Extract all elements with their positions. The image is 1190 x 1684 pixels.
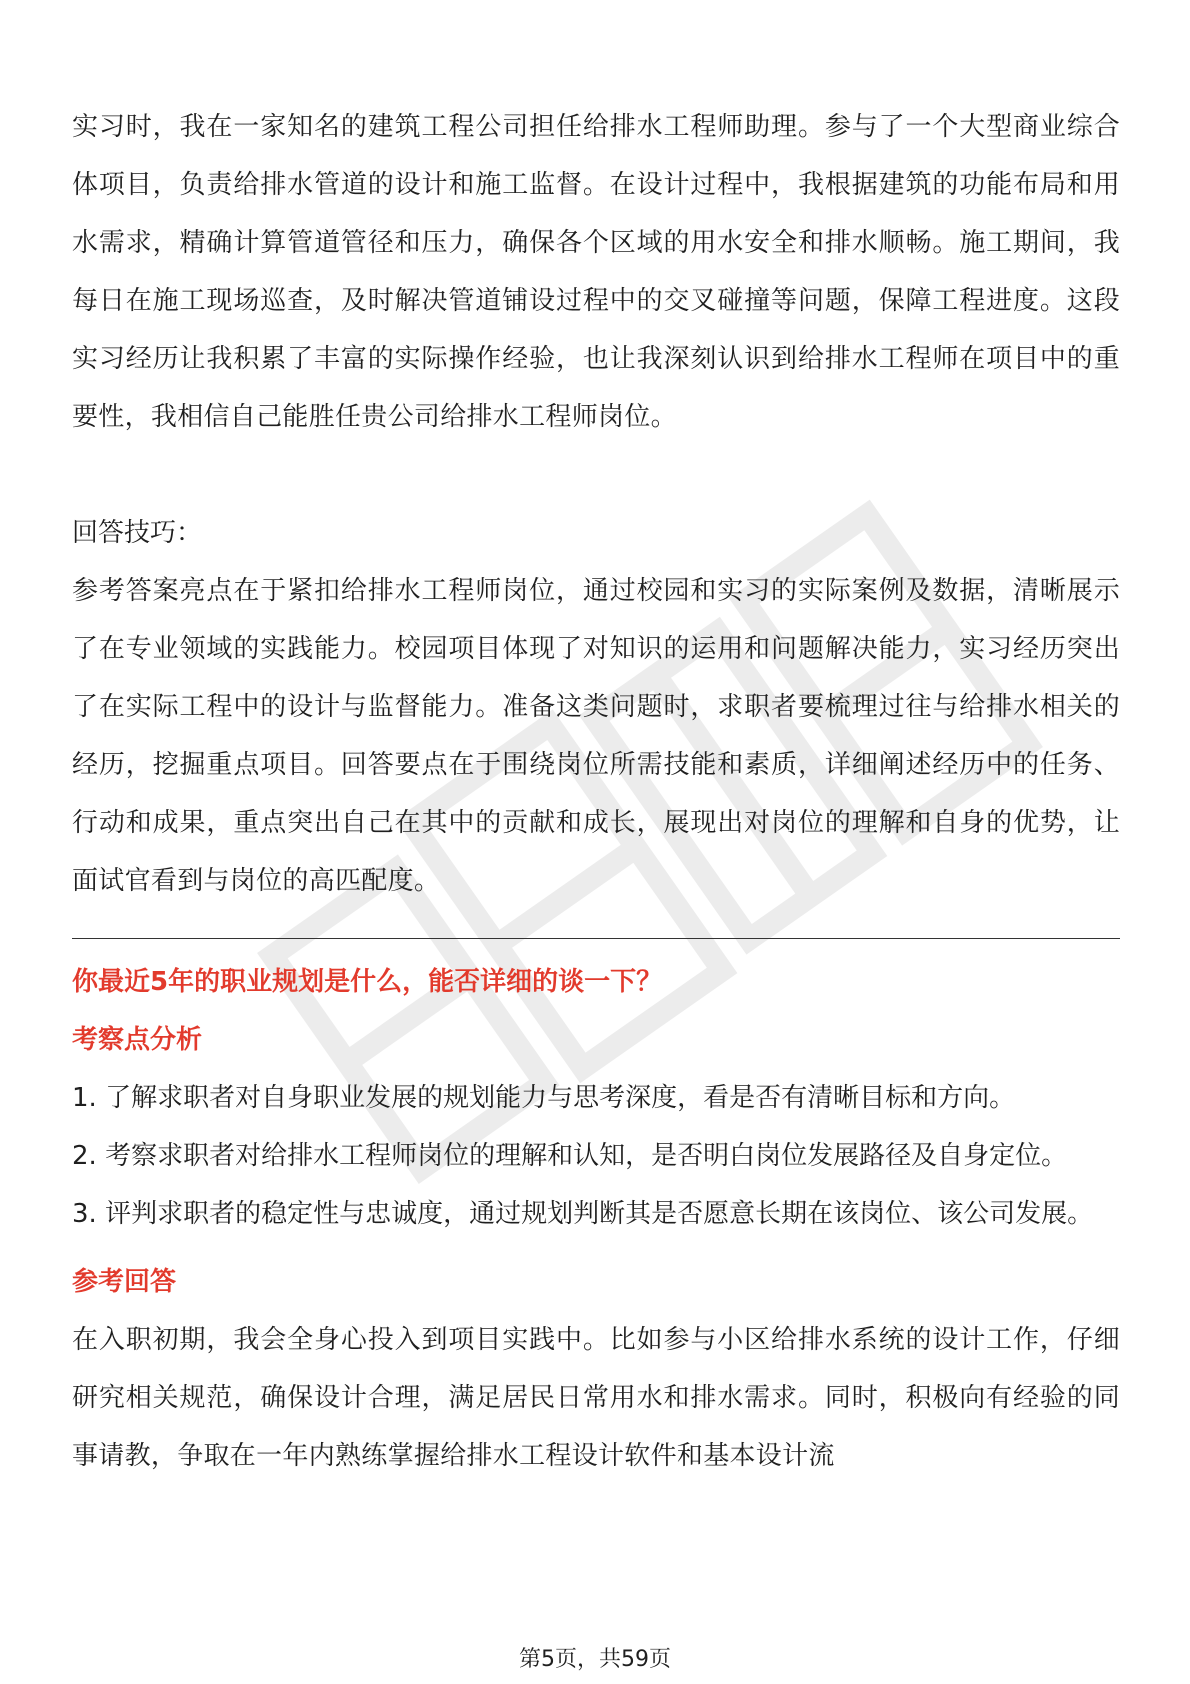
tips-paragraph: 参考答案亮点在于紧扣给排水工程师岗位，通过校园和实习的实际案例及数据，清晰展示了在专业领域的实践能力。校园项目体现了对知识的运用和问题解决能力，实习经历突出了在实际工程中的设计与监督能力。准备这类问题时，求职者要梳理过往与给排水相关的经历，挖掘重点项目。回答要点在于围绕岗位所需技能和素质，详细阐述经历中的任务、行动和成果，重点突出自己在其中的贡献和成长，展现出对岗位的理解和自身的优势，让面试官看到与岗位的高匹配度。	[72, 576, 1120, 896]
analysis-item-2: 2. 考察求职者对给排水工程师岗位的理解和认知，是否明白岗位发展路径及自身定位。	[72, 1141, 1068, 1171]
answer-heading: 参考回答	[72, 1267, 177, 1297]
answer-paragraph: 在入职初期，我会全身心投入到项目实践中。比如参与小区给排水系统的设计工作，仔细研究相关规范，确保设计合理，满足居民日常用水和排水需求。同时，积极向有经验的同事请教，争取在一年内熟练掌握给排水工程设计软件和基本设计流	[72, 1325, 1120, 1471]
tips-label: 回答技巧：	[72, 518, 203, 548]
internship-paragraph: 实习时，我在一家知名的建筑工程公司担任给排水工程师助理。参与了一个大型商业综合体项目，负责给排水管道的设计和施工监督。在设计过程中，我根据建筑的功能布局和用水需求，精确计算管道管径和压力，确保各个区域的用水安全和排水顺畅。施工期间，我每日在施工现场巡查，及时解决管道铺设过程中的交叉碰撞等问题，保障工程进度。这段实习经历让我积累了丰富的实际操作经验，也让我深刻认识到给排水工程师在项目中的重要性，我相信自己能胜任贵公司给排水工程师岗位。	[72, 112, 1120, 432]
analysis-item-1: 1. 了解求职者对自身职业发展的规划能力与思考深度，看是否有清晰目标和方向。	[72, 1083, 1016, 1113]
section-divider	[72, 938, 1120, 939]
page-number-footer: 第5页，共59页	[519, 1647, 671, 1672]
question-title: 你最近5年的职业规划是什么，能否详细的谈一下？	[72, 967, 663, 997]
page-content	[72, 98, 1120, 1485]
analysis-item-3: 3. 评判求职者的稳定性与忠诚度，通过规划判断其是否愿意长期在该岗位、该公司发展。	[72, 1199, 1094, 1229]
analysis-heading: 考察点分析	[72, 1025, 203, 1055]
